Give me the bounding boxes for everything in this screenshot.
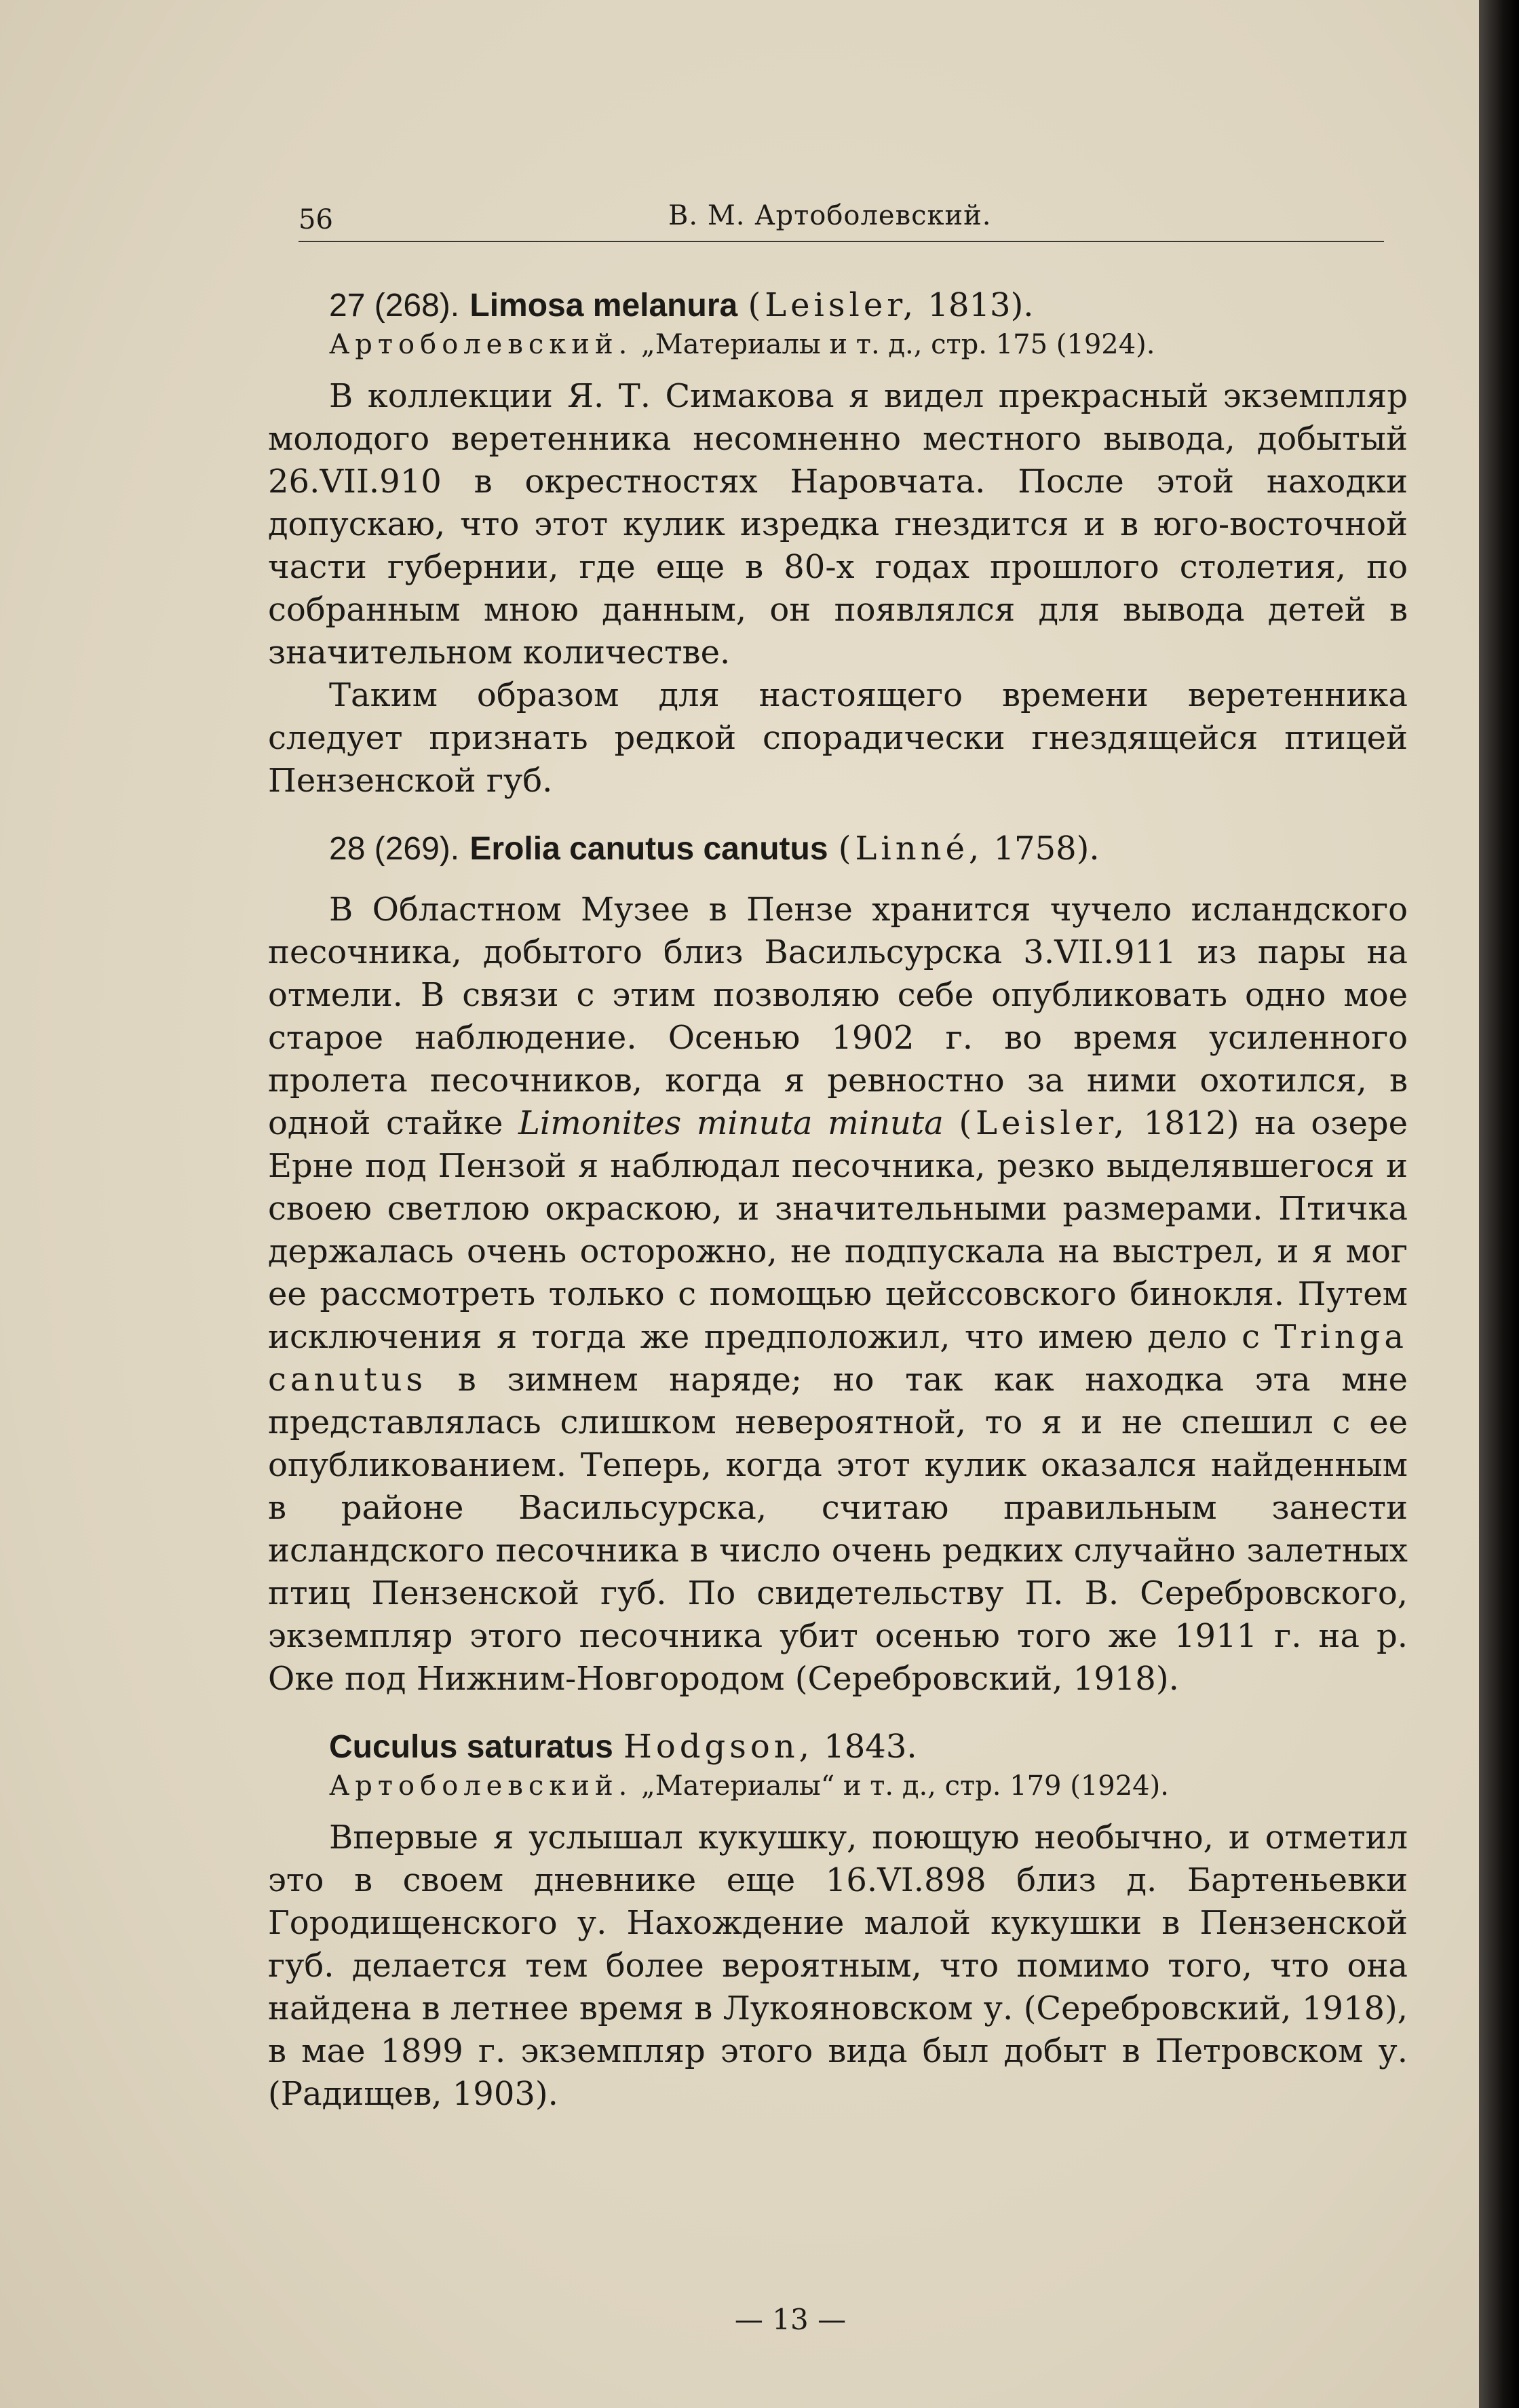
species-spaced: Tringa canutus — [268, 1318, 1408, 1399]
page-content — [268, 285, 1408, 2116]
spacer — [268, 802, 1408, 828]
species-author: (Leisler, — [959, 1104, 1129, 1142]
text-run: в зимнем наряде; но так как находка эта мне представлялась слишком невероятной, то я и не спешил с ее опубликованием. Теперь, когда этот кулик оказался найденным в районе Васильсурска, считаю правильным занести исландского песочника в число очень редких случайно залетных птиц Пензенской губ. По свидетельству П. В. Серебровского, экземпляр этого песочника убит осенью того же 1911 г. на р. Оке под Нижним-Новгородом (Серебровский, 1918). — [268, 1361, 1408, 1698]
entry-heading — [268, 828, 1408, 870]
species-author: (Leisler, — [748, 286, 918, 324]
entry-heading — [268, 1726, 1408, 1768]
paragraph: Таким образом для настоящего времени веретенника следует признать редкой спорадически гнездящейся птицей Пензенской губ. — [268, 676, 1408, 800]
text-run: 1812) на озере Ерне под Пензой я наблюдал песочника, резко выделявшегося и своею светлою окраскою, и значительными размерами. Птичка держалась очень осторожно, не подпускала на выстрел, и я мог ее рассмотреть только с помощью цейссовского бинокля. Путем исключения я тогда же предположил, что имею дело с — [268, 1104, 1408, 1356]
entry-number: 28 (269). — [329, 831, 460, 867]
page-header — [299, 193, 1384, 242]
species-author: Hodgson, — [623, 1728, 813, 1766]
entry-heading — [268, 285, 1408, 326]
reference-line — [329, 1768, 1408, 1804]
spacer — [268, 870, 1408, 889]
page-footer: — 13 — — [734, 2303, 847, 2336]
species-name: Erolia canutus canutus — [469, 831, 828, 867]
species-author: (Linné, — [838, 830, 984, 868]
reference-line — [329, 326, 1408, 363]
paragraph: Впервые я услышал кукушку, поющую необычно, и отметил это в своем дневнике еще 16.VI.898 близ д. Бартеньевки Городищенского у. Нахождение малой кукушки в Пензенской губ. делается тем более вероятным, что помимо того, что она найдена в летнее время в Лукояновском у. (Серебровский, 1918), в мае 1899 г. экземпляр этого вида был добыт в Петровском у. (Радищев, 1903). — [268, 1819, 1408, 2113]
species-name: Limosa melanura — [469, 288, 738, 324]
running-title: В. М. Артоболевский. — [668, 200, 992, 231]
page-edge-shadow — [1479, 0, 1519, 2408]
species-year: 1758). — [993, 830, 1100, 868]
reference-text: „Материалы“ и т. д., стр. 179 (1924). — [641, 1770, 1169, 1802]
paragraph — [268, 889, 1408, 1701]
reference-author: Артоболевский. — [329, 1770, 633, 1802]
species-name: Cuculus saturatus — [329, 1729, 613, 1765]
paragraph: В коллекции Я. Т. Симакова я видел прекрасный экземпляр молодого веретенника несомненно местного вывода, добытый 26.VII.910 в окрестностях Наровчата. После этой находки допускаю, что этот кулик изредка гнездится и в юго-восточной части губернии, где еще в 80-х годах прошлого столетия, по собранным мною данным, он появлялся для вывода детей в значительном количестве. — [268, 377, 1408, 672]
species-year: 1843. — [824, 1728, 917, 1766]
page-number: 56 — [299, 204, 333, 235]
text-run: В Областном Музее в Пензе хранится чучело исландского песочника, добытого близ Васильсурска 3.VII.911 из пары на отмели. В связи с этим позволяю себе опубликовать одно мое старое наблюдение. Осенью 1902 г. во время усиленного пролета песочников, когда я ревностно за ними охотился, в одной стайке — [268, 891, 1408, 1142]
species-italic: Limonites minuta minuta — [518, 1104, 944, 1142]
spacer — [268, 1701, 1408, 1726]
entry-number: 27 (268). — [329, 288, 460, 324]
reference-text: „Материалы и т. д., стр. 175 (1924). — [641, 329, 1155, 360]
reference-author: Артоболевский. — [329, 329, 633, 360]
species-year: 1813). — [927, 286, 1034, 324]
